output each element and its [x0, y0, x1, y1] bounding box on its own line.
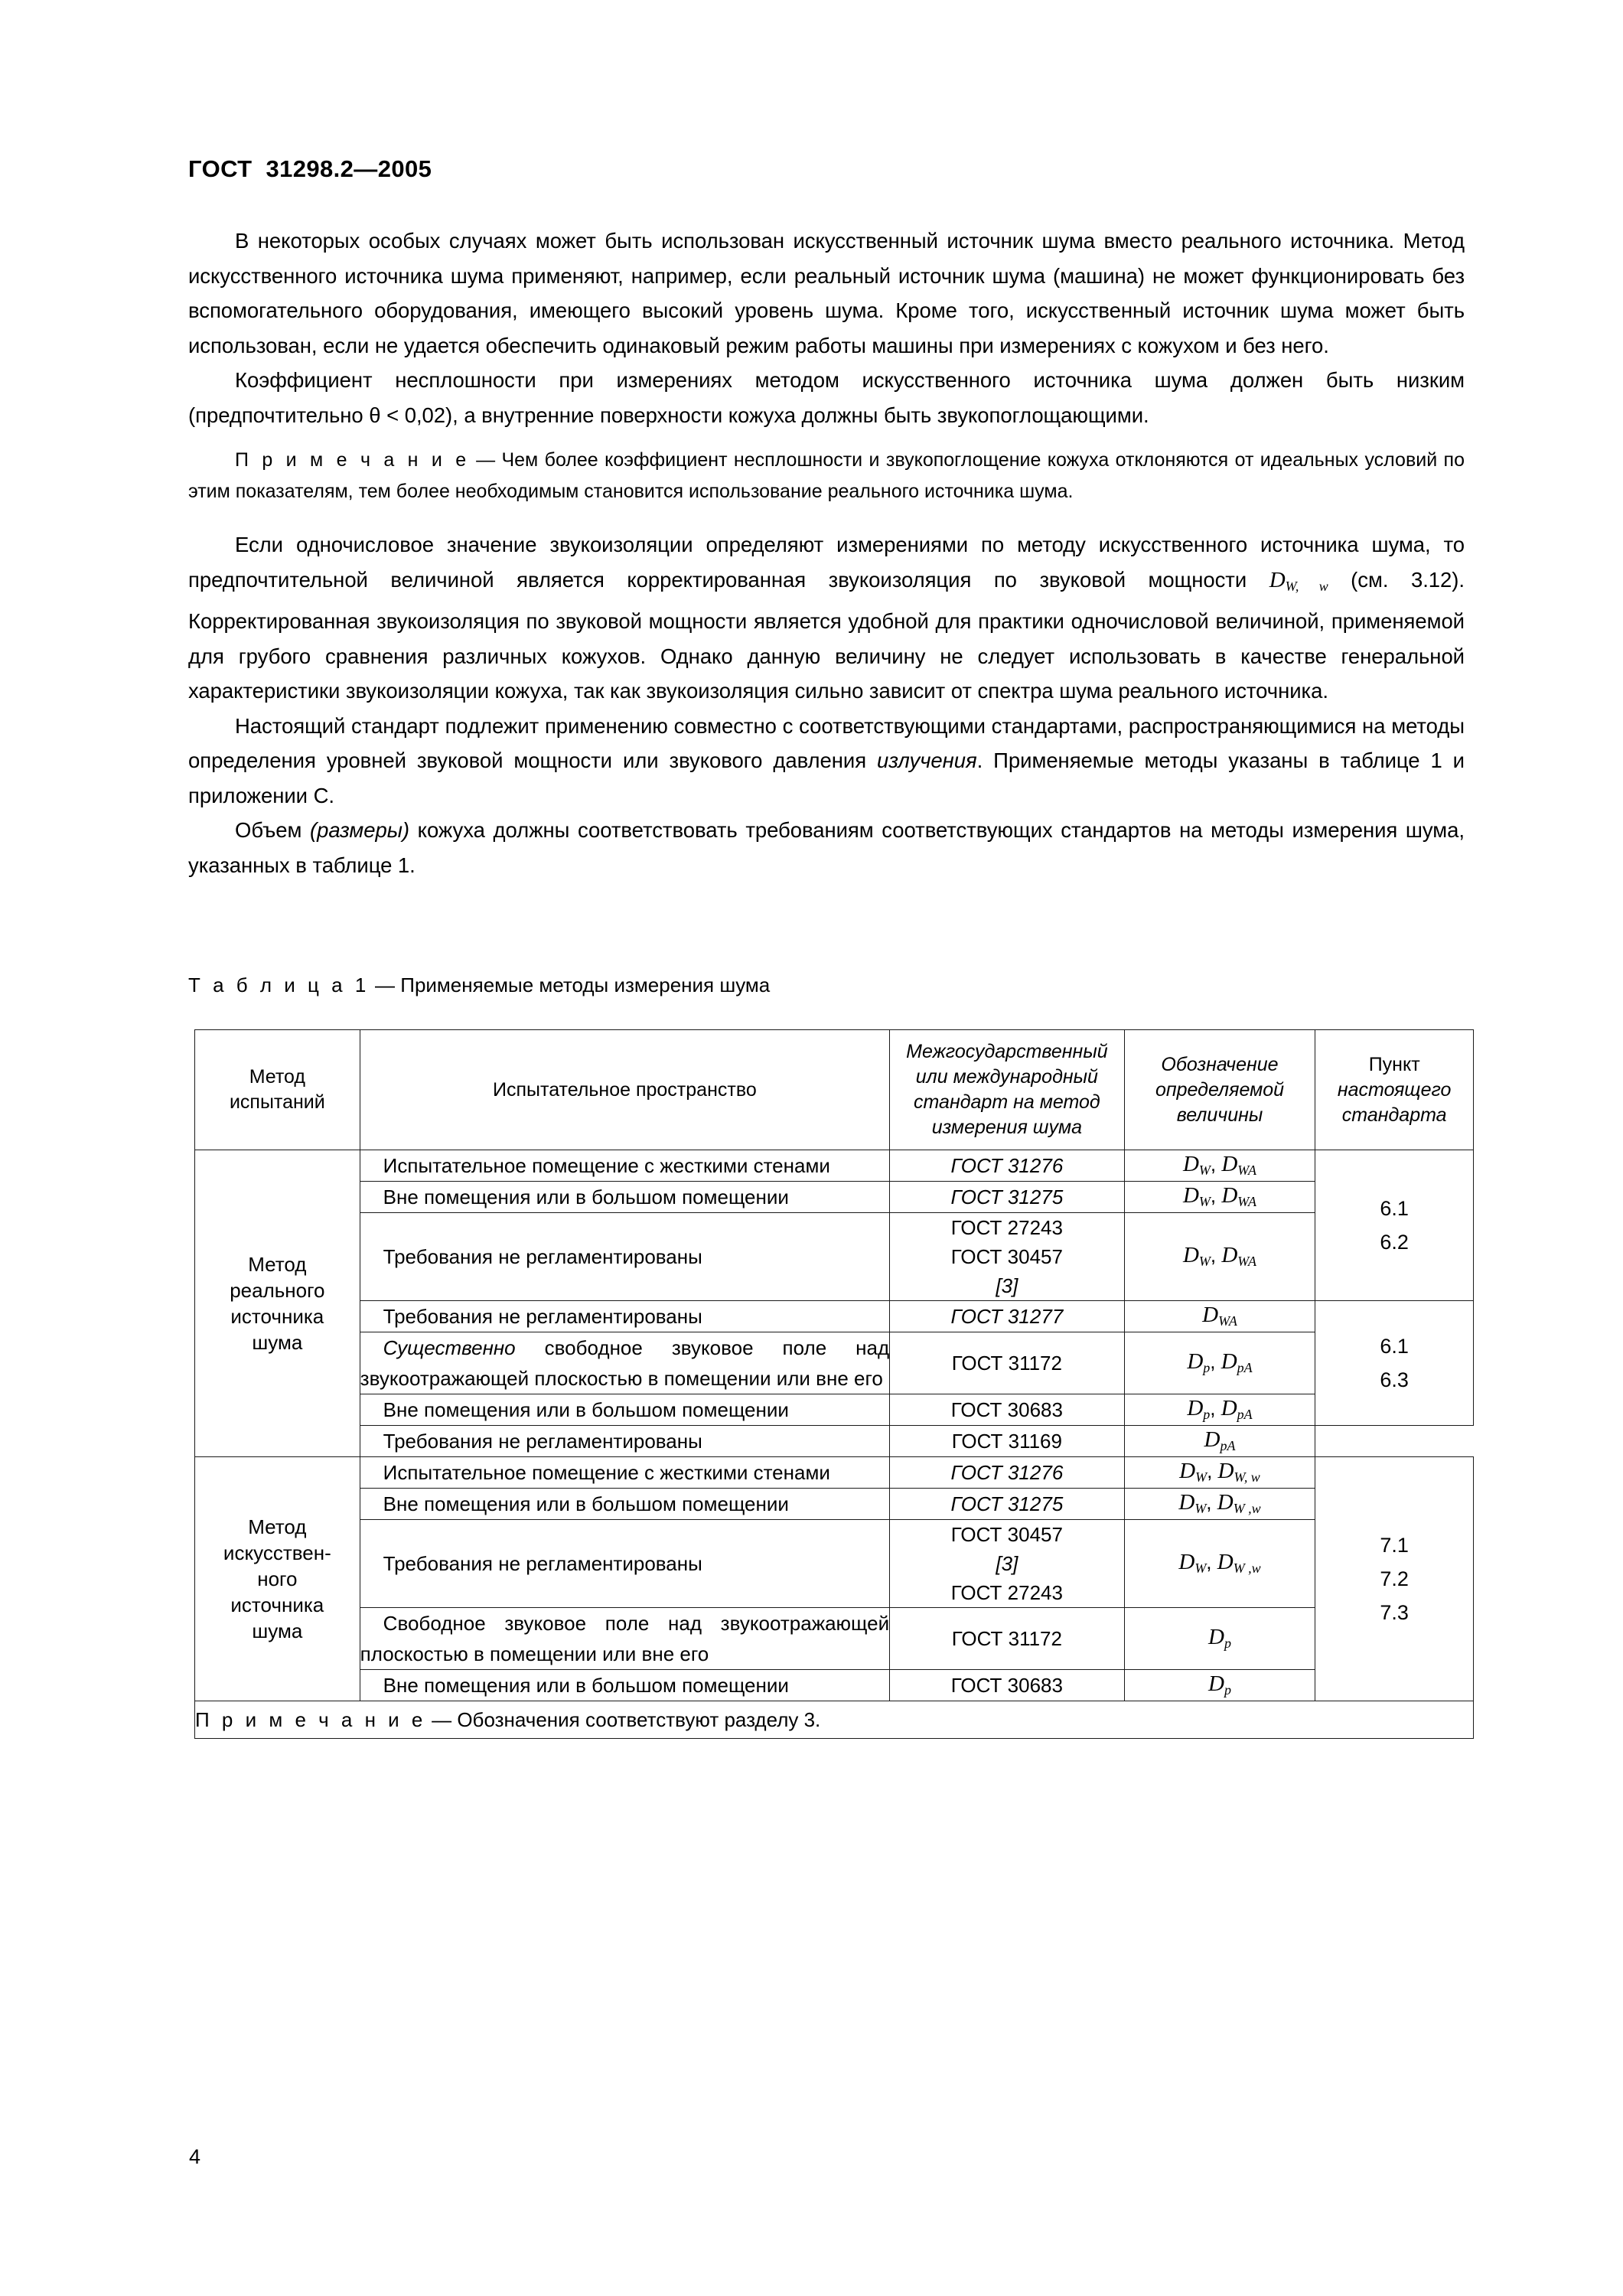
table-row	[195, 1670, 1474, 1701]
header-test-space-line1: Испытательное пространство	[493, 1078, 757, 1101]
symbol-separator: ,	[1210, 1397, 1221, 1420]
header-quantity-line1: Обозначение	[1161, 1053, 1279, 1075]
symbol-separator: ,	[1210, 1184, 1222, 1208]
table-row	[195, 1332, 1474, 1394]
cell-standard	[890, 1520, 1125, 1608]
symbol-separator: ,	[1207, 1459, 1218, 1483]
symbol-dpa	[1221, 1396, 1253, 1423]
paragraph-single-number-rating	[188, 527, 1465, 709]
sym-sub: W ,w	[1233, 1501, 1261, 1517]
note-body-text: — Чем более коэффициент несплошности и звукопоглощение кожуха отклоняются от идеальных условий по этим показателям, тем более необходимым становится использование реального источника шума.	[188, 449, 1465, 502]
cell-test-space: Вне помещения или в большом помещении	[360, 1394, 889, 1426]
cell-standard	[890, 1608, 1125, 1670]
method-real-line2: реального	[230, 1279, 325, 1302]
table-header-row	[195, 1030, 1474, 1150]
cell-test-space: Вне помещения или в большом помещении	[360, 1670, 889, 1701]
table-caption-text: — Применяемые методы измерения шума	[369, 974, 771, 996]
cell-table-note	[195, 1701, 1474, 1739]
single-number-text-a: Если одночисловое значение звукоизоляции определяют измерениями по методу искусственного источника шума, то предпочтительной величиной является корректированная звукоизоляция по звуковой мощности	[188, 533, 1465, 592]
sym-base: D	[1217, 1490, 1234, 1515]
standard-ref: ГОСТ 31276	[950, 1154, 1064, 1177]
cell-clause-group-1	[1315, 1150, 1474, 1301]
method-real-line1: Метод	[248, 1253, 307, 1276]
clause-line: 6.3	[1380, 1368, 1409, 1391]
clause-line: 7.3	[1380, 1601, 1409, 1624]
standard-ref: ГОСТ 31275	[950, 1186, 1064, 1208]
symbol-separator: ,	[1210, 1153, 1222, 1176]
symbol-dww-base: D	[1269, 567, 1286, 592]
cell-space-emphasis: Существенно	[383, 1336, 516, 1359]
emphasis-izlucheniya: излучения	[877, 748, 977, 773]
clause-line: 7.2	[1380, 1567, 1409, 1590]
sym-base: D	[1179, 1459, 1196, 1484]
symbol-dp	[1187, 1396, 1211, 1423]
method-artificial-line5: шума	[252, 1619, 303, 1642]
page-header: ГОСТ 31298.2—2005	[188, 155, 432, 182]
sym-sub: W	[1198, 1254, 1211, 1270]
sym-sub: W, w	[1234, 1469, 1260, 1486]
sym-base: D	[1187, 1396, 1204, 1421]
cell-symbol	[1124, 1394, 1315, 1426]
cell-symbol	[1124, 1457, 1315, 1489]
sym-sub: pA	[1237, 1407, 1253, 1423]
table-row	[195, 1301, 1474, 1332]
cell-standard	[890, 1213, 1125, 1301]
paragraph-note	[188, 445, 1465, 507]
cell-standard	[890, 1150, 1125, 1182]
sym-base: D	[1182, 1183, 1199, 1208]
clause-line: 7.1	[1380, 1534, 1409, 1557]
sym-sub: p	[1224, 1682, 1231, 1698]
method-artificial-line3: ного	[257, 1567, 298, 1590]
application-text-a: Настоящий стандарт подлежит применению совместно с соответствующими стандартами, распространяющимися на методы определения уровней звуковой мощности или звукового давления	[188, 713, 1465, 773]
table-row	[195, 1213, 1474, 1301]
sym-sub: W	[1195, 1469, 1207, 1486]
symbol-dw	[1182, 1243, 1211, 1270]
symbol-dpa	[1221, 1349, 1253, 1374]
table-1-noise-measurement-methods	[194, 1029, 1474, 1739]
sym-sub: W	[1198, 1163, 1211, 1179]
table-footer-row	[195, 1701, 1474, 1739]
cell-standard	[890, 1489, 1125, 1520]
table-row	[195, 1182, 1474, 1213]
cell-symbol	[1124, 1182, 1315, 1213]
table-caption-label: Т а б л и ц а 1	[188, 974, 370, 996]
cell-test-space: Требования не регламентированы	[360, 1520, 889, 1608]
clause-line: 6.1	[1380, 1335, 1409, 1358]
symbol-dww	[1217, 1459, 1260, 1486]
cell-standard	[890, 1182, 1125, 1213]
sym-sub: p	[1224, 1636, 1231, 1652]
method-artificial-line1: Метод	[248, 1515, 307, 1538]
emphasis-razmery: (размеры)	[310, 818, 410, 843]
table-body	[195, 1150, 1474, 1739]
sym-sub: pA	[1220, 1438, 1236, 1454]
method-real-line4: шума	[252, 1331, 303, 1354]
standard-ref: ГОСТ 31275	[950, 1492, 1064, 1515]
header-standard-line3: стандарт на метод	[914, 1091, 1100, 1113]
leakage-text-a: Коэффициент несплошности при измерениях методом искусственного источника шума должен быть низким (предпочтительно	[188, 368, 1465, 427]
table-row	[195, 1520, 1474, 1608]
table-row	[195, 1608, 1474, 1670]
table-note-label: П р и м е ч а н и е	[195, 1707, 426, 1731]
standard-ref: ГОСТ 31172	[951, 1627, 1062, 1650]
sym-base: D	[1187, 1349, 1204, 1375]
standard-ref: ГОСТ 31172	[951, 1352, 1062, 1375]
clause-line: 6.1	[1380, 1197, 1409, 1220]
cell-test-space: Вне помещения или в большом помещении	[360, 1489, 889, 1520]
cell-test-space: Свободное звуковое поле над звукоотражающей плоскостью в помещении или вне его	[360, 1608, 889, 1670]
symbol-dp	[1208, 1671, 1231, 1696]
single-number-text-b: (см. 3.12). Корректированная звукоизоляция по звуковой мощности является удобной для практики одночисловой величиной, применяемой для грубого сравнения различных кожухов. Однако данную величину не следует использовать в качестве генеральной характеристики звукоизоляции кожуха, так как звукоизоляция сильно зависит от спектра шума реального источника.	[188, 567, 1465, 703]
header-clause-line2: настоящего	[1337, 1078, 1452, 1101]
symbol-dw	[1178, 1490, 1206, 1515]
paragraph-standard-application	[188, 709, 1465, 814]
sym-sub: WA	[1237, 1194, 1256, 1210]
sym-sub: WA	[1237, 1163, 1256, 1179]
cell-standard	[890, 1426, 1125, 1457]
method-real-line3: источника	[230, 1305, 324, 1328]
cell-symbol	[1124, 1301, 1315, 1332]
standard-ref: ГОСТ 31276	[950, 1461, 1064, 1484]
symbol-separator: ,	[1206, 1551, 1217, 1574]
standard-ref: ГОСТ 27243	[950, 1581, 1063, 1604]
standard-ref: ГОСТ 30683	[950, 1398, 1063, 1421]
header-quantity-line3: величины	[1176, 1104, 1263, 1126]
symbol-dw	[1179, 1459, 1207, 1486]
cell-standard	[890, 1301, 1125, 1332]
cell-standard	[890, 1670, 1125, 1701]
sym-base: D	[1221, 1152, 1238, 1177]
symbol-dw	[1183, 1183, 1211, 1208]
cell-test-space: Испытательное помещение с жесткими стенами	[360, 1457, 889, 1489]
page-number: 4	[189, 2145, 201, 2168]
symbol-dp	[1187, 1349, 1210, 1374]
sym-base: D	[1204, 1427, 1221, 1453]
sym-base: D	[1221, 1396, 1237, 1421]
symbol-dww	[1217, 1490, 1261, 1515]
cell-standard	[890, 1457, 1125, 1489]
paragraph-leakage-coefficient	[188, 363, 1465, 432]
cell-symbol	[1124, 1520, 1315, 1608]
header-standard-line4: измерения шума	[931, 1117, 1083, 1138]
cell-symbol	[1124, 1213, 1315, 1301]
sym-sub: W ,w	[1233, 1561, 1261, 1577]
table-row	[195, 1457, 1474, 1489]
sym-sub: WA	[1218, 1313, 1237, 1329]
table-row	[195, 1150, 1474, 1182]
cell-symbol	[1124, 1426, 1315, 1457]
standard-ref: ГОСТ 31169	[951, 1430, 1062, 1453]
body-text-column	[188, 223, 1465, 882]
table-1-caption	[188, 974, 770, 997]
standard-ref-bracket: [3]	[996, 1274, 1018, 1297]
standard-ref: ГОСТ 31277	[950, 1305, 1064, 1328]
cell-clause-group-3	[1315, 1457, 1474, 1701]
cell-test-space: Вне помещения или в большом помещении	[360, 1182, 889, 1213]
sym-sub: pA	[1237, 1360, 1253, 1376]
sym-base: D	[1208, 1625, 1224, 1650]
table-note-text: — Обозначения соответствуют разделу 3.	[425, 1707, 821, 1731]
method-artificial-line2: искусствен-	[223, 1541, 331, 1564]
cell-method-real-source	[195, 1150, 360, 1457]
sym-base: D	[1178, 1550, 1195, 1575]
cell-symbol	[1124, 1670, 1315, 1701]
header-standard-line2: или международный	[915, 1066, 1098, 1088]
sym-base: D	[1221, 1349, 1237, 1375]
cell-test-space: Требования не регламентированы	[360, 1213, 889, 1301]
note-label: П р и м е ч а н и е	[235, 449, 470, 471]
cell-symbol	[1124, 1489, 1315, 1520]
cell-clause-group-2	[1315, 1301, 1474, 1426]
sym-base: D	[1208, 1671, 1224, 1697]
symbol-dp	[1208, 1625, 1231, 1652]
symbol-dww-sub: W, w	[1285, 578, 1328, 594]
header-clause	[1315, 1030, 1474, 1150]
table-row	[195, 1394, 1474, 1426]
paragraph-artificial-source	[188, 223, 1465, 363]
application-text-b: . Применяемые методы указаны в таблице 1 и приложении С.	[188, 748, 1465, 807]
symbol-dpa	[1204, 1427, 1236, 1452]
method-artificial-line4: источника	[230, 1593, 324, 1616]
leakage-text-b: < 0,02), а внутренние поверхности кожуха должны быть звукопоглощающими.	[380, 403, 1149, 427]
header-test-method	[195, 1030, 360, 1150]
header-quantity-symbol	[1124, 1030, 1315, 1150]
cell-symbol	[1124, 1608, 1315, 1670]
header-test-space	[360, 1030, 889, 1150]
symbol-dww	[1269, 568, 1328, 592]
symbol-dw	[1182, 1152, 1211, 1179]
paragraph-artificial-source-text: В некоторых особых случаях может быть использован искусственный источник шума вместо реального источника. Метод искусственного источника шума применяют, например, если реальный источник шума (машина) не может функционировать без вспомогательного оборудования, имеющего высокий уровень шума. Кроме того, искусственный источник шума может быть использован, если не удается обеспечить одинаковый режим работы машины при измерениях с кожухом и без него.	[188, 229, 1465, 357]
sym-sub: p	[1203, 1407, 1211, 1423]
sym-base: D	[1221, 1183, 1238, 1208]
header-standard-line1: Межгосударственный	[906, 1041, 1108, 1062]
header-standard	[890, 1030, 1125, 1150]
sym-sub: W	[1194, 1501, 1207, 1517]
volume-text-b: кожуха должны соответствовать требованиям соответствующих стандартов на методы измерения шума, указанных в таблице 1.	[188, 818, 1465, 877]
sym-base: D	[1178, 1490, 1195, 1515]
header-clause-line3: стандарта	[1341, 1104, 1447, 1126]
clause-line: 6.2	[1380, 1231, 1409, 1254]
sym-sub: p	[1203, 1360, 1211, 1376]
cell-test-space: Испытательное помещение с жесткими стенами	[360, 1150, 889, 1182]
symbol-separator: ,	[1206, 1491, 1217, 1515]
cell-test-space: Требования не регламентированы	[360, 1426, 889, 1457]
sym-sub: W	[1194, 1561, 1207, 1577]
standard-ref-bracket: [3]	[996, 1552, 1018, 1575]
sym-base: D	[1202, 1303, 1219, 1328]
symbol-separator: ,	[1210, 1244, 1222, 1267]
cell-space-rest: свободное звуковое поле над звукоотражающей плоскостью в помещении или вне его	[360, 1336, 890, 1390]
sym-base: D	[1217, 1550, 1234, 1575]
cell-test-space	[360, 1332, 889, 1394]
sym-base: D	[1182, 1152, 1199, 1177]
standard-ref: ГОСТ 27243	[950, 1216, 1063, 1239]
symbol-dwa	[1221, 1183, 1256, 1208]
volume-text-a: Объем	[235, 818, 311, 843]
sym-sub: W	[1198, 1194, 1211, 1210]
cell-test-space: Требования не регламентированы	[360, 1301, 889, 1332]
header-test-method-line2: испытаний	[229, 1091, 325, 1113]
sym-sub: WA	[1237, 1254, 1256, 1270]
paragraph-enclosure-volume	[188, 813, 1465, 882]
theta-symbol: θ	[369, 403, 381, 427]
symbol-dwa	[1221, 1152, 1256, 1179]
cell-method-artificial-source	[195, 1457, 360, 1701]
symbol-dw	[1178, 1550, 1207, 1577]
cell-symbol	[1124, 1150, 1315, 1182]
standard-ref: ГОСТ 30683	[950, 1674, 1063, 1697]
symbol-dww	[1217, 1550, 1261, 1577]
sym-base: D	[1217, 1459, 1234, 1484]
sym-base: D	[1182, 1243, 1199, 1268]
table-row	[195, 1489, 1474, 1520]
cell-standard	[890, 1332, 1125, 1394]
standard-ref: ГОСТ 30457	[950, 1523, 1063, 1546]
symbol-separator: ,	[1210, 1350, 1221, 1374]
standard-ref: ГОСТ 30457	[950, 1245, 1063, 1268]
header-clause-line1: Пункт	[1368, 1053, 1420, 1075]
header-test-method-line1: Метод	[249, 1066, 305, 1088]
header-quantity-line2: определяемой	[1155, 1078, 1285, 1101]
cell-symbol	[1124, 1332, 1315, 1394]
symbol-dwa	[1202, 1303, 1237, 1327]
symbol-dwa	[1221, 1243, 1256, 1270]
sym-base: D	[1221, 1243, 1238, 1268]
table-row	[195, 1426, 1474, 1457]
cell-standard	[890, 1394, 1125, 1426]
